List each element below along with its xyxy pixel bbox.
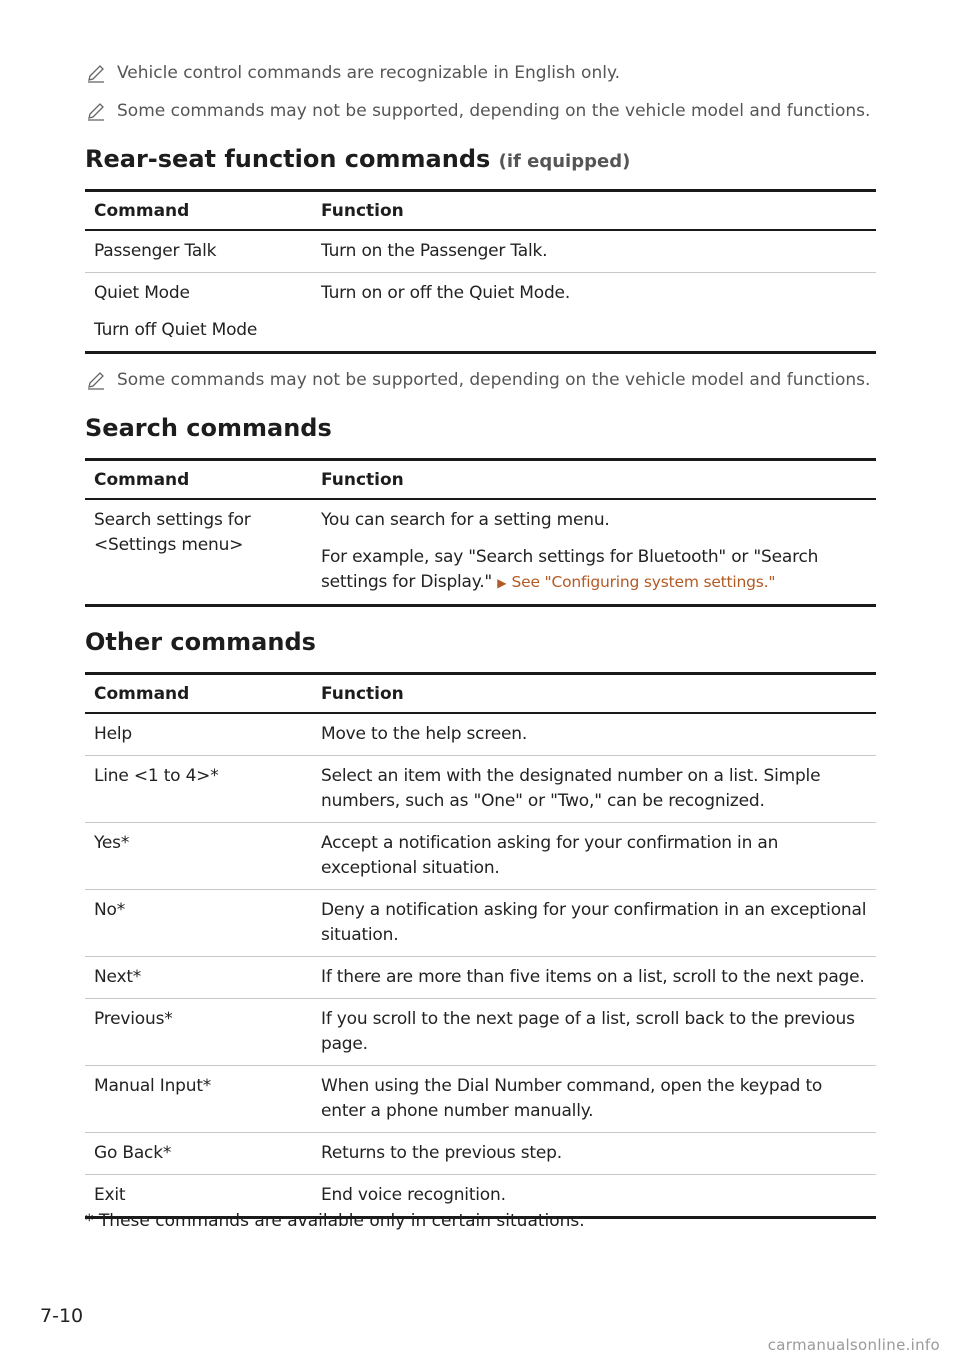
- function-cell: Accept a notification asking for your confirmation in an exceptional situation.: [312, 823, 876, 890]
- column-header-command: Command: [85, 191, 312, 231]
- column-header-function: Function: [312, 460, 876, 500]
- column-header-command: Command: [85, 460, 312, 500]
- see-arrow-icon: ▶: [497, 576, 507, 590]
- command-cell: Manual Input*: [85, 1066, 312, 1133]
- function-cell: End voice recognition.: [312, 1175, 876, 1218]
- table-row: [85, 230, 876, 273]
- table-row: [85, 1066, 876, 1133]
- other-commands-table: [85, 672, 876, 1219]
- command-cell: Line <1 to 4>*: [85, 756, 312, 823]
- function-cell: If you scroll to the next page of a list, scroll back to the previous page.: [312, 999, 876, 1066]
- cross-reference-link[interactable]: See "Configuring system settings.": [511, 573, 776, 591]
- function-cell: Deny a notification asking for your confirmation in an exceptional situation.: [312, 890, 876, 957]
- function-cell: When using the Dial Number command, open the keypad to enter a phone number manually.: [312, 1066, 876, 1133]
- table-row: [85, 999, 876, 1066]
- column-header-command: Command: [85, 674, 312, 714]
- section-title-search: Search commands: [85, 414, 332, 442]
- column-header-function: Function: [312, 191, 876, 231]
- function-cell: If there are more than five items on a list, scroll to the next page.: [312, 957, 876, 999]
- command-cell: No*: [85, 890, 312, 957]
- command-cell: Quiet Mode Turn off Quiet Mode: [85, 273, 312, 353]
- pen-icon: [85, 370, 107, 392]
- function-cell: Select an item with the designated number on a list. Simple numbers, such as "One" or "Two," can be recognized.: [312, 756, 876, 823]
- function-cell: Turn on or off the Quiet Mode.: [312, 273, 876, 353]
- command-cell: Next*: [85, 957, 312, 999]
- command-cell: Passenger Talk: [85, 230, 312, 273]
- pen-icon: [85, 63, 107, 85]
- table-row: [85, 713, 876, 756]
- command-cell: Help: [85, 713, 312, 756]
- search-commands-table: [85, 458, 876, 607]
- note-text: Some commands may not be supported, depending on the vehicle model and functions.: [117, 370, 871, 390]
- footnote: * These commands are available only in certain situations.: [85, 1211, 585, 1231]
- table-row: [85, 890, 876, 957]
- table-row: [85, 273, 876, 353]
- function-cell: Turn on the Passenger Talk.: [312, 230, 876, 273]
- note-text: Some commands may not be supported, depending on the vehicle model and functions.: [117, 101, 871, 121]
- rear-seat-commands-table: [85, 189, 876, 354]
- column-header-function: Function: [312, 674, 876, 714]
- function-cell: You can search for a setting menu. For example, say "Search settings for Bluetooth" or "Search settings for Display." ▶ See "Configuring system settings.": [312, 499, 876, 606]
- table-row: [85, 1133, 876, 1175]
- section-title-rear-seat: Rear-seat function commands (if equipped): [85, 145, 631, 173]
- command-cell: Yes*: [85, 823, 312, 890]
- table-row: [85, 957, 876, 999]
- command-cell: Previous*: [85, 999, 312, 1066]
- function-cell: Returns to the previous step.: [312, 1133, 876, 1175]
- note-text: Vehicle control commands are recognizable in English only.: [117, 63, 620, 83]
- command-cell: Search settings for <Settings menu>: [85, 499, 312, 606]
- watermark: carmanualsonline.info: [767, 1336, 940, 1354]
- page-number: 7-10: [40, 1305, 84, 1327]
- command-cell: Go Back*: [85, 1133, 312, 1175]
- function-cell: Move to the help screen.: [312, 713, 876, 756]
- command-cell: Exit: [85, 1175, 312, 1218]
- table-row: [85, 499, 876, 606]
- table-row: [85, 823, 876, 890]
- table-row: [85, 756, 876, 823]
- section-title-other: Other commands: [85, 628, 316, 656]
- pen-icon: [85, 101, 107, 123]
- if-equipped-label: (if equipped): [498, 151, 631, 172]
